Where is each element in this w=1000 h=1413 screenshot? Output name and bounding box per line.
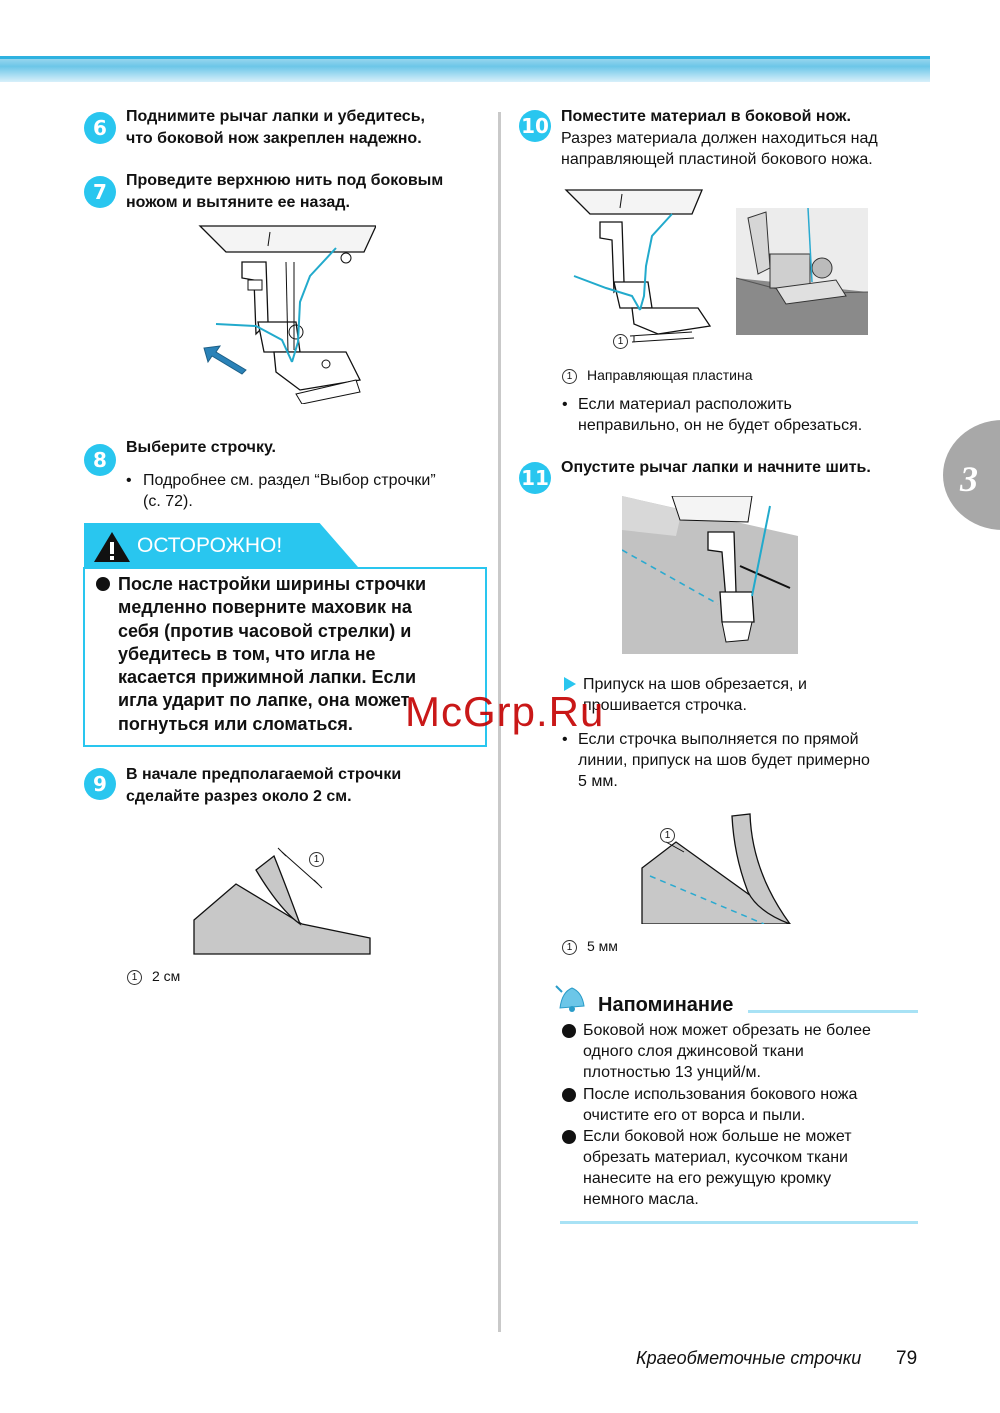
step-11-caption-text: 5 мм	[587, 938, 618, 954]
memo-title-rule	[748, 1010, 918, 1013]
memo-bottom-rule	[560, 1221, 918, 1224]
warning-title: ОСТОРОЖНО!	[137, 534, 283, 557]
step-7-text	[126, 170, 443, 214]
step-11-number: 11	[519, 462, 551, 494]
step-9-caption-text: 2 см	[152, 968, 181, 984]
warning-line: убедитесь в том, что игла не	[118, 643, 376, 664]
memo-line: плотностью 13 унций/м.	[583, 1064, 761, 1081]
warning-line: погнуться или сломаться.	[118, 713, 353, 734]
step-10-note-line-1: Если материал расположить	[578, 396, 792, 413]
callout-number: 1	[127, 970, 142, 985]
callout-number: 1	[613, 334, 628, 349]
memo-item-3	[583, 1126, 852, 1210]
step-11-note	[578, 729, 870, 792]
memo-line: Если боковой нож больше не может	[583, 1128, 852, 1145]
page-number: 79	[896, 1348, 918, 1369]
memo-line: Боковой нож может обрезать не более	[583, 1022, 871, 1039]
step-11-caption	[562, 937, 618, 955]
step-8-title: Выберите строчку.	[126, 439, 276, 456]
step-10-title: Поместите материал в боковой нож.	[561, 108, 851, 125]
warning-bullet	[96, 577, 110, 591]
step-10-line-1: Разрез материала должен находиться над	[561, 130, 878, 147]
footer-section-title: Краеобметочные строчки	[636, 1348, 862, 1368]
step-7-line-1: Проведите верхнюю нить под боковым	[126, 172, 444, 189]
sewing-start-illustration	[622, 496, 798, 654]
warning-line: игла ударит по лапке, она может	[118, 690, 410, 711]
step-9-line-1: В начале предполагаемой строчки	[126, 766, 402, 783]
step-11-bullet: •	[562, 731, 568, 748]
step-11-result-line-2: прошивается строчка.	[583, 697, 747, 714]
step-6-text	[126, 106, 425, 150]
memo-title: Напоминание	[598, 994, 734, 1016]
step-10-note	[578, 394, 862, 436]
step-11-note-line-2: линии, припуск на шов будет примерно	[578, 752, 870, 769]
step-6-line-2: что боковой нож закреплен надежно.	[126, 130, 422, 147]
step-9-line-2: сделайте разрез около 2 см.	[126, 788, 352, 805]
step-10-note-line-2: неправильно, он не будет обрезаться.	[578, 417, 863, 434]
step-8-note	[143, 470, 436, 512]
step-6-number: 6	[84, 112, 116, 144]
step-11-result-line-1: Припуск на шов обрезается, и	[583, 676, 807, 693]
memo-line: После использования бокового ножа	[583, 1086, 858, 1103]
memo-item-2	[583, 1084, 857, 1126]
step-11-note-line-3: 5 мм.	[578, 773, 618, 790]
step-11-result	[583, 674, 807, 716]
step-9-text	[126, 764, 401, 808]
memo-line: немного масла.	[583, 1191, 699, 1208]
warning-line: медленно поверните маховик на	[118, 597, 412, 618]
step-8-note-line-2: (с. 72).	[143, 493, 193, 510]
memo-bell-icon	[554, 982, 588, 1012]
memo-line: одного слоя джинсовой ткани	[583, 1043, 804, 1060]
step-7-line-2: ножом и вытяните ее назад.	[126, 194, 350, 211]
step-10-number: 10	[519, 110, 551, 142]
header-band-line	[0, 56, 930, 59]
watermark: McGrp.Ru	[405, 688, 605, 735]
callout-number: 1	[562, 369, 577, 384]
step-10-text	[561, 128, 878, 170]
memo-bullet	[562, 1024, 576, 1038]
guide-plate-illustration	[562, 186, 712, 348]
step-8-bullet: •	[126, 472, 132, 489]
step-11-title: Опустите рычаг лапки и начните шить.	[561, 459, 871, 476]
step-9-caption	[127, 967, 180, 985]
warning-line: себя (против часовой стрелки) и	[118, 620, 412, 641]
chapter-number: 3	[960, 459, 978, 499]
step-10-caption-text: Направляющая пластина	[587, 367, 753, 383]
memo-bullet	[562, 1088, 576, 1102]
step-9-number: 9	[84, 768, 116, 800]
step-11-note-line-1: Если строчка выполняется по прямой	[578, 731, 859, 748]
warning-line: касается прижимной лапки. Если	[118, 667, 417, 688]
presser-foot-thread-illustration	[196, 222, 376, 404]
memo-line: нанесите на его режущую кромку	[583, 1170, 832, 1187]
step-10-caption	[562, 366, 752, 384]
header-band	[0, 56, 930, 82]
callout-number: 1	[309, 852, 324, 867]
warning-icon	[92, 530, 132, 564]
guide-plate-photo	[736, 208, 868, 335]
step-10-line-2: направляющей пластиной бокового ножа.	[561, 151, 873, 168]
memo-item-1	[583, 1020, 871, 1083]
step-11-diagram-callout	[660, 825, 685, 843]
warning-line: После настройки ширины строчки	[118, 574, 427, 594]
step-10-bullet: •	[562, 396, 568, 413]
memo-line: обрезать материал, кусочком ткани	[583, 1149, 848, 1166]
callout-number: 1	[562, 940, 577, 955]
callout-number: 1	[660, 828, 675, 843]
step-10-diagram-callout	[613, 331, 638, 349]
step-8-note-line-1: Подробнее см. раздел “Выбор строчки”	[143, 472, 436, 489]
step-7-number: 7	[84, 176, 116, 208]
step-6-line-1: Поднимите рычаг лапки и убедитесь,	[126, 108, 425, 125]
fabric-cut-illustration	[190, 840, 380, 956]
step-8-number: 8	[84, 444, 116, 476]
step-9-callout	[309, 849, 334, 867]
memo-bullet	[562, 1130, 576, 1144]
memo-line: очистите его от ворса и пыли.	[583, 1107, 806, 1124]
